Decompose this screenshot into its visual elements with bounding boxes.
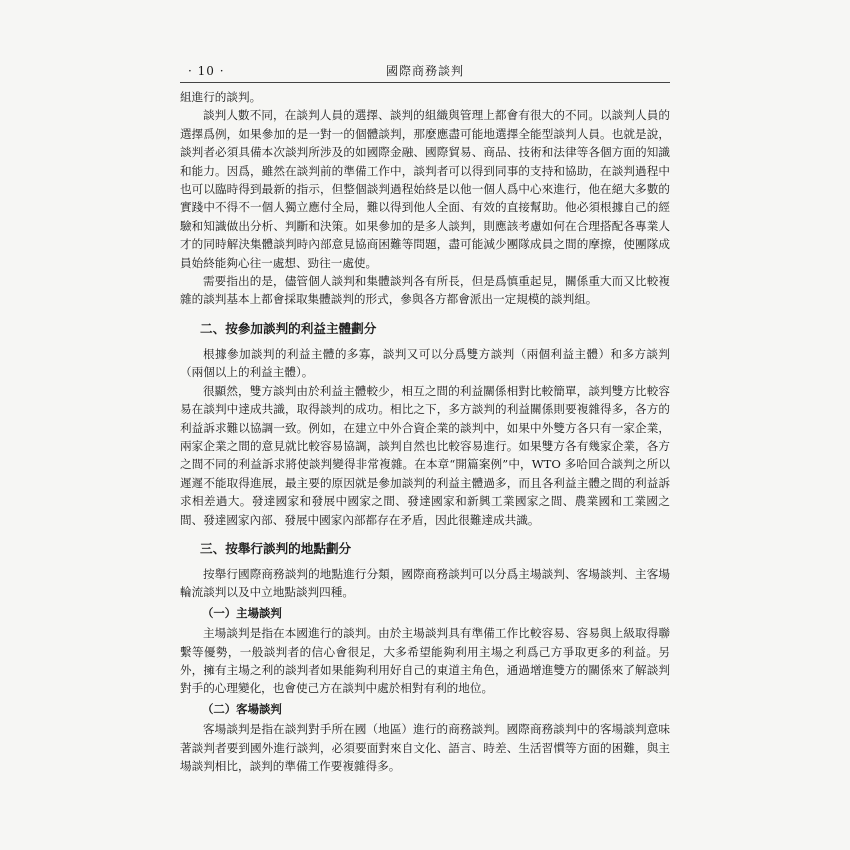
- subsection-heading: （二）客場談判: [202, 701, 282, 716]
- page-number: · 10 ·: [188, 64, 225, 78]
- paragraph: 談判人數不同，在談判人員的選擇、談判的組織與管理上都會有很大的不同。以談判人員的選擇爲例，如果參加的是一對一的個體談判，那麼應盡可能地選擇全能型談判人員。也就是說，談判者必須具備本次談判所涉及的如國際金融、國際貿易、商品、技術和法律等各個方面的知識和能力。因爲，雖然在談判前的準備工作中，談判者可以得到同事的支持和協助，在談判過程中也可以臨時得到最新的指示，但整個談判過程始終是以他一個人爲中心來進行，他在絕大多數的實踐中不得不一個人獨立應付全局，難以得到他人全面、有效的直接幫助。他必須根據自己的經驗和知識做出分析、判斷和決策。如果參加的是多人談判，則應該考慮如何在合理搭配各專業人才的同時解決集體談判時內部意見協商困難等問題，盡可能減少團隊成員之間的摩擦，使團隊成員始終能夠心往一處想、勁往一處使。: [180, 108, 670, 270]
- book-title: 國際商務談判: [385, 64, 464, 78]
- paragraph: 客場談判是指在談判對手所在國（地區）進行的商務談判。國際商務談判中的客場談判意味著談判者要到國外進行談判，必須要面對來自文化、語言、時差、生活習慣等方面的困難，與主場談判相比，談判的準備工作要複雜得多。: [180, 722, 670, 773]
- paragraph-continuation: 組進行的談判。: [180, 90, 262, 104]
- page-body: [180, 88, 670, 775]
- paragraph: 主場談判是指在本國進行的談判。由於主場談判具有準備工作比較容易、容易與上級取得聯繫等優勢，一般談判者的信心會很足，大多希望能夠利用主場之利爲己方爭取更多的利益。另外，擁有主場之利的談判者如果能夠利用好自己的東道主角色，通過增進雙方的關係來了解談判對手的心理變化，也會使己方在談判中處於相對有利的地位。: [180, 626, 670, 696]
- section-heading: 三、按舉行談判的地點劃分: [200, 540, 352, 556]
- paragraph: 需要指出的是，儘管個人談判和集體談判各有所長，但是爲慎重起見，關係重大而又比較複雜的談判基本上都會採取集體談判的形式，參與各方都會派出一定規模的談判組。: [180, 274, 670, 307]
- paragraph: 很顯然，雙方談判由於利益主體較少，相互之間的利益關係相對比較簡單，談判雙方比較容易在談判中達成共識，取得談判的成功。相比之下，多方談判的利益關係則要複雜得多，各方的利益訴求難以協調一致。例如，在建立中外合資企業的談判中，如果中外雙方各只有一家企業，兩家企業之間的意見就比較容易協調，談判自然也比較容易進行。如果雙方各有幾家企業，各方之間不同的利益訴求將使談判變得非常複雜。在本章“開篇案例”中，WTO 多哈回合談判之所以遲遲不能取得進展，最主要的原因就是參加談判的利益主體過多，而且各利益主體之間的利益訴求相差過大。發達國家和發展中國家之間、發達國家和新興工業國家之間、農業國和工業國之間、發達國家內部、發展中國家內部都存在矛盾，因此很難達成共識。: [180, 383, 670, 527]
- running-header: [180, 62, 670, 80]
- section-heading: 二、按參加談判的利益主體劃分: [200, 320, 377, 336]
- paragraph: 根據參加談判的利益主體的多寡，談判又可以分爲雙方談判（兩個利益主體）和多方談判（兩個以上的利益主體）。: [180, 346, 670, 380]
- header-rule: [180, 82, 670, 83]
- paragraph: 按舉行國際商務談判的地點進行分類，國際商務談判可以分爲主場談判、客場談判、主客場輪流談判以及中立地點談判四種。: [180, 566, 670, 600]
- subsection-heading: （一）主場談判: [202, 605, 282, 620]
